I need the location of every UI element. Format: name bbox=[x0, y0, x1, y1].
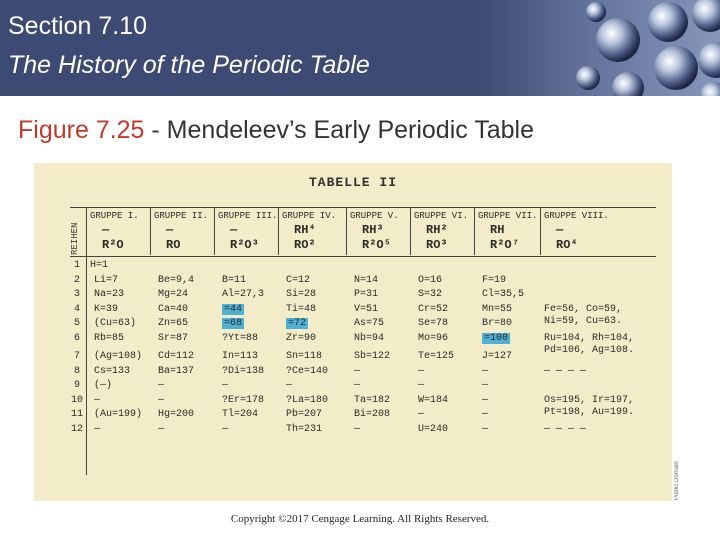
row-number: 9 bbox=[73, 380, 80, 391]
group-viii-elements: Fe=56, Co=59, Ni=59, Cu=63. bbox=[544, 303, 623, 327]
table-title: TABELLE II bbox=[308, 175, 397, 190]
element-value: W=184 bbox=[418, 394, 449, 406]
element-value: As=75 bbox=[354, 318, 385, 329]
row-number: 11 bbox=[70, 409, 83, 420]
reihen-label: REIHEN bbox=[70, 222, 80, 256]
group-oxide-formula: RO³ bbox=[426, 238, 448, 252]
element-cell bbox=[222, 275, 246, 286]
copyright-notice: Copyright ©2017 Cengage Learning. All Rights Reserved. bbox=[230, 513, 490, 525]
element-value: P=31 bbox=[354, 289, 379, 300]
group-viii-elements: — — — — bbox=[544, 423, 587, 435]
group-header: GRUPPE VII. bbox=[478, 211, 538, 221]
group-header: GRUPPE II. bbox=[154, 211, 209, 221]
element-cell bbox=[94, 351, 142, 362]
element-cell bbox=[354, 289, 378, 300]
row-number: 12 bbox=[70, 423, 83, 435]
element-value: =44 bbox=[224, 303, 243, 315]
group-hydride-formula: RH⁴ bbox=[294, 223, 316, 237]
element-value: =68 bbox=[224, 318, 243, 329]
group-viii-elements: Ru=104, Rh=104, Pd=106, Ag=108. bbox=[544, 332, 635, 356]
element-cell bbox=[286, 333, 316, 344]
element-value: F=19 bbox=[482, 274, 507, 286]
element-value: Si=28 bbox=[286, 289, 317, 300]
element-cell bbox=[158, 289, 188, 300]
group-hydride-formula: — bbox=[166, 223, 174, 237]
element-cell bbox=[482, 351, 512, 362]
element-value: ?Di=138 bbox=[222, 365, 265, 377]
element-value: Te=125 bbox=[418, 351, 455, 362]
element-cell bbox=[354, 395, 390, 406]
element-cell bbox=[158, 395, 164, 406]
row-number: 10 bbox=[70, 394, 83, 406]
group-divider bbox=[278, 207, 279, 255]
group-viii-elements: Os=195, Ir=197, Pt=198, Au=199. bbox=[544, 394, 635, 418]
element-value: Nb=94 bbox=[354, 332, 385, 344]
group-divider bbox=[474, 207, 475, 255]
slide-header bbox=[0, 0, 720, 96]
element-cell bbox=[158, 380, 164, 391]
element-cell bbox=[158, 318, 188, 329]
element-value: Ca=40 bbox=[158, 303, 189, 315]
element-value: (—) bbox=[94, 380, 113, 391]
element-cell bbox=[222, 424, 228, 435]
decorative-spheres-image bbox=[478, 0, 720, 96]
element-value: Mo=96 bbox=[418, 332, 449, 344]
element-cell bbox=[482, 424, 488, 435]
element-value: — bbox=[482, 409, 489, 420]
element-value: — bbox=[418, 380, 425, 391]
element-cell bbox=[286, 318, 308, 329]
element-cell bbox=[418, 424, 448, 435]
element-cell bbox=[354, 275, 378, 286]
element-cell bbox=[418, 318, 448, 329]
element-cell bbox=[94, 275, 118, 286]
group-hydride-formula: — bbox=[102, 223, 110, 237]
element-cell bbox=[94, 409, 142, 420]
element-cell bbox=[94, 395, 100, 406]
row-number: 4 bbox=[73, 303, 80, 315]
element-cell bbox=[482, 409, 488, 420]
element-cell bbox=[158, 424, 164, 435]
element-value: — bbox=[482, 394, 489, 406]
element-cell bbox=[222, 395, 264, 406]
element-cell bbox=[418, 366, 424, 377]
element-value: Mn=55 bbox=[482, 303, 513, 315]
group-header: GRUPPE IV. bbox=[282, 211, 337, 221]
element-value: B=11 bbox=[222, 274, 247, 286]
element-cell bbox=[482, 380, 488, 391]
element-value: (Ag=108) bbox=[94, 351, 143, 362]
element-value: C=12 bbox=[286, 274, 311, 286]
element-cell bbox=[222, 333, 258, 344]
element-cell bbox=[418, 289, 442, 300]
group-oxide-formula: RO² bbox=[294, 238, 316, 252]
element-value: Se=78 bbox=[418, 318, 449, 329]
element-value: — bbox=[482, 365, 489, 377]
section-title: Section 7.10 bbox=[8, 12, 147, 40]
element-value: — bbox=[418, 365, 425, 377]
row-number: 5 bbox=[73, 318, 80, 329]
element-cell bbox=[354, 424, 360, 435]
element-value: — bbox=[286, 380, 293, 391]
element-value: ?La=180 bbox=[286, 394, 329, 406]
row-number: 1 bbox=[73, 260, 80, 271]
element-cell bbox=[354, 318, 384, 329]
element-value: (Cu=63) bbox=[94, 318, 137, 329]
row-number: 6 bbox=[73, 332, 80, 344]
element-cell bbox=[354, 333, 384, 344]
group-oxide-formula: R²O⁵ bbox=[362, 238, 391, 252]
element-value: ?Ce=140 bbox=[286, 365, 329, 377]
element-cell bbox=[158, 304, 188, 315]
element-value: V=51 bbox=[354, 303, 379, 315]
element-value: Th=231 bbox=[286, 423, 323, 435]
element-value: Cs=133 bbox=[94, 365, 131, 377]
element-value: ?Yt=88 bbox=[222, 332, 259, 344]
element-value: H=1 bbox=[90, 260, 109, 271]
element-cell bbox=[158, 409, 194, 420]
element-value: — bbox=[418, 409, 425, 420]
periodic-table-image bbox=[34, 163, 672, 501]
element-value: In=113 bbox=[222, 351, 259, 362]
element-cell bbox=[354, 304, 378, 315]
element-cell bbox=[354, 351, 390, 362]
element-value: Sn=118 bbox=[286, 351, 323, 362]
group-divider bbox=[150, 207, 151, 255]
element-cell bbox=[354, 409, 390, 420]
element-cell bbox=[94, 318, 136, 329]
element-cell bbox=[418, 275, 442, 286]
header-divider bbox=[70, 256, 656, 257]
element-cell bbox=[418, 395, 448, 406]
element-cell bbox=[94, 333, 124, 344]
group-header: GRUPPE V. bbox=[350, 211, 399, 221]
element-value: — bbox=[222, 423, 229, 435]
element-value: =100 bbox=[484, 332, 509, 344]
group-oxide-formula: R²O³ bbox=[230, 238, 259, 252]
element-cell bbox=[482, 289, 524, 300]
group-oxide-formula: R²O bbox=[102, 238, 124, 252]
element-value: Zr=90 bbox=[286, 332, 317, 344]
element-cell bbox=[286, 380, 292, 391]
element-cell bbox=[222, 351, 258, 362]
row-number-divider bbox=[86, 207, 87, 475]
element-value: =72 bbox=[288, 318, 307, 329]
group-hydride-formula: — bbox=[556, 223, 564, 237]
element-value: (Au=199) bbox=[94, 409, 143, 420]
element-cell bbox=[482, 318, 512, 329]
element-value: S=32 bbox=[418, 289, 443, 300]
element-cell bbox=[286, 289, 316, 300]
element-value: Cl=35,5 bbox=[482, 289, 525, 300]
element-cell bbox=[482, 275, 506, 286]
group-hydride-formula: — bbox=[230, 223, 238, 237]
group-header: GRUPPE VIII. bbox=[544, 211, 609, 221]
element-value: — bbox=[158, 423, 165, 435]
element-value: Li=7 bbox=[94, 274, 119, 286]
element-value: — bbox=[354, 380, 361, 391]
section-subtitle: The History of the Periodic Table bbox=[8, 51, 370, 79]
element-cell bbox=[418, 333, 448, 344]
element-cell bbox=[94, 380, 112, 391]
element-value: — bbox=[482, 380, 489, 391]
figure-label: Figure 7.25 bbox=[18, 116, 145, 144]
element-cell bbox=[354, 366, 360, 377]
element-cell bbox=[222, 380, 228, 391]
element-cell bbox=[354, 380, 360, 391]
element-value: Hg=200 bbox=[158, 409, 195, 420]
element-value: — bbox=[158, 394, 165, 406]
element-value: Bi=208 bbox=[354, 409, 391, 420]
row-number: 8 bbox=[73, 365, 80, 377]
row-number: 3 bbox=[73, 289, 80, 300]
element-cell bbox=[482, 333, 510, 344]
group-oxide-formula: RO⁴ bbox=[556, 238, 578, 252]
element-value: Sb=122 bbox=[354, 351, 391, 362]
element-cell bbox=[482, 366, 488, 377]
element-cell bbox=[222, 289, 264, 300]
element-cell bbox=[286, 366, 328, 377]
element-value: J=127 bbox=[482, 351, 513, 362]
group-hydride-formula: RH³ bbox=[362, 223, 384, 237]
group-header: GRUPPE I. bbox=[90, 211, 139, 221]
group-divider bbox=[214, 207, 215, 255]
group-divider bbox=[346, 207, 347, 255]
element-value: K=39 bbox=[94, 303, 119, 315]
element-value: Rb=85 bbox=[94, 332, 125, 344]
element-cell bbox=[418, 380, 424, 391]
element-value: — bbox=[482, 423, 489, 435]
element-value: Mg=24 bbox=[158, 289, 189, 300]
public-domain-credit: Public Domain bbox=[674, 461, 680, 500]
group-header: GRUPPE III. bbox=[218, 211, 278, 221]
element-cell bbox=[286, 351, 322, 362]
element-value: Al=27,3 bbox=[222, 289, 265, 300]
element-cell bbox=[94, 424, 100, 435]
element-value: — bbox=[222, 380, 229, 391]
element-cell bbox=[286, 275, 310, 286]
element-value: N=14 bbox=[354, 274, 379, 286]
element-cell bbox=[222, 409, 258, 420]
element-cell bbox=[286, 395, 328, 406]
figure-caption: - Mendeleev’s Early Periodic Table bbox=[144, 116, 535, 144]
row-number: 2 bbox=[73, 274, 80, 286]
element-cell bbox=[482, 395, 488, 406]
element-cell bbox=[222, 304, 244, 315]
group-divider bbox=[410, 207, 411, 255]
group-divider bbox=[540, 207, 541, 255]
element-value: Br=80 bbox=[482, 318, 513, 329]
element-value: — bbox=[94, 423, 101, 435]
element-cell bbox=[286, 304, 316, 315]
element-cell bbox=[482, 304, 512, 315]
element-value: U=240 bbox=[418, 423, 449, 435]
element-value: Zn=65 bbox=[158, 318, 189, 329]
element-cell bbox=[94, 289, 124, 300]
element-cell bbox=[158, 275, 194, 286]
element-value: Pb=207 bbox=[286, 409, 323, 420]
group-header: GRUPPE VI. bbox=[414, 211, 469, 221]
group-oxide-formula: R²O⁷ bbox=[490, 238, 519, 252]
element-cell bbox=[286, 424, 322, 435]
element-value: ?Er=178 bbox=[222, 394, 265, 406]
element-value: — bbox=[354, 423, 361, 435]
element-value: Ba=137 bbox=[158, 365, 195, 377]
element-cell bbox=[90, 260, 108, 271]
element-cell bbox=[418, 304, 448, 315]
element-value: Cd=112 bbox=[158, 351, 195, 362]
element-value: Na=23 bbox=[94, 289, 125, 300]
group-oxide-formula: RO bbox=[166, 238, 181, 252]
element-cell bbox=[418, 351, 454, 362]
element-cell bbox=[418, 409, 424, 420]
element-cell bbox=[286, 409, 322, 420]
element-value: O=16 bbox=[418, 274, 443, 286]
element-value: — bbox=[354, 365, 361, 377]
element-value: Cr=52 bbox=[418, 303, 449, 315]
element-cell bbox=[158, 351, 194, 362]
element-value: Sr=87 bbox=[158, 332, 189, 344]
element-cell bbox=[94, 304, 118, 315]
group-hydride-formula: RH² bbox=[426, 223, 448, 237]
top-divider bbox=[70, 207, 656, 208]
row-number: 7 bbox=[73, 351, 80, 362]
element-cell bbox=[222, 318, 244, 329]
element-cell bbox=[158, 366, 194, 377]
group-viii-elements: — — — — bbox=[544, 365, 587, 377]
element-value: Ta=182 bbox=[354, 394, 391, 406]
element-value: Ti=48 bbox=[286, 303, 317, 315]
element-cell bbox=[222, 366, 264, 377]
element-value: Tl=204 bbox=[222, 409, 259, 420]
group-hydride-formula: RH bbox=[490, 223, 505, 237]
element-cell bbox=[94, 366, 130, 377]
element-value: — bbox=[94, 394, 101, 406]
element-value: Be=9,4 bbox=[158, 274, 195, 286]
element-cell bbox=[158, 333, 188, 344]
element-value: — bbox=[158, 380, 165, 391]
figure-title bbox=[18, 116, 534, 145]
